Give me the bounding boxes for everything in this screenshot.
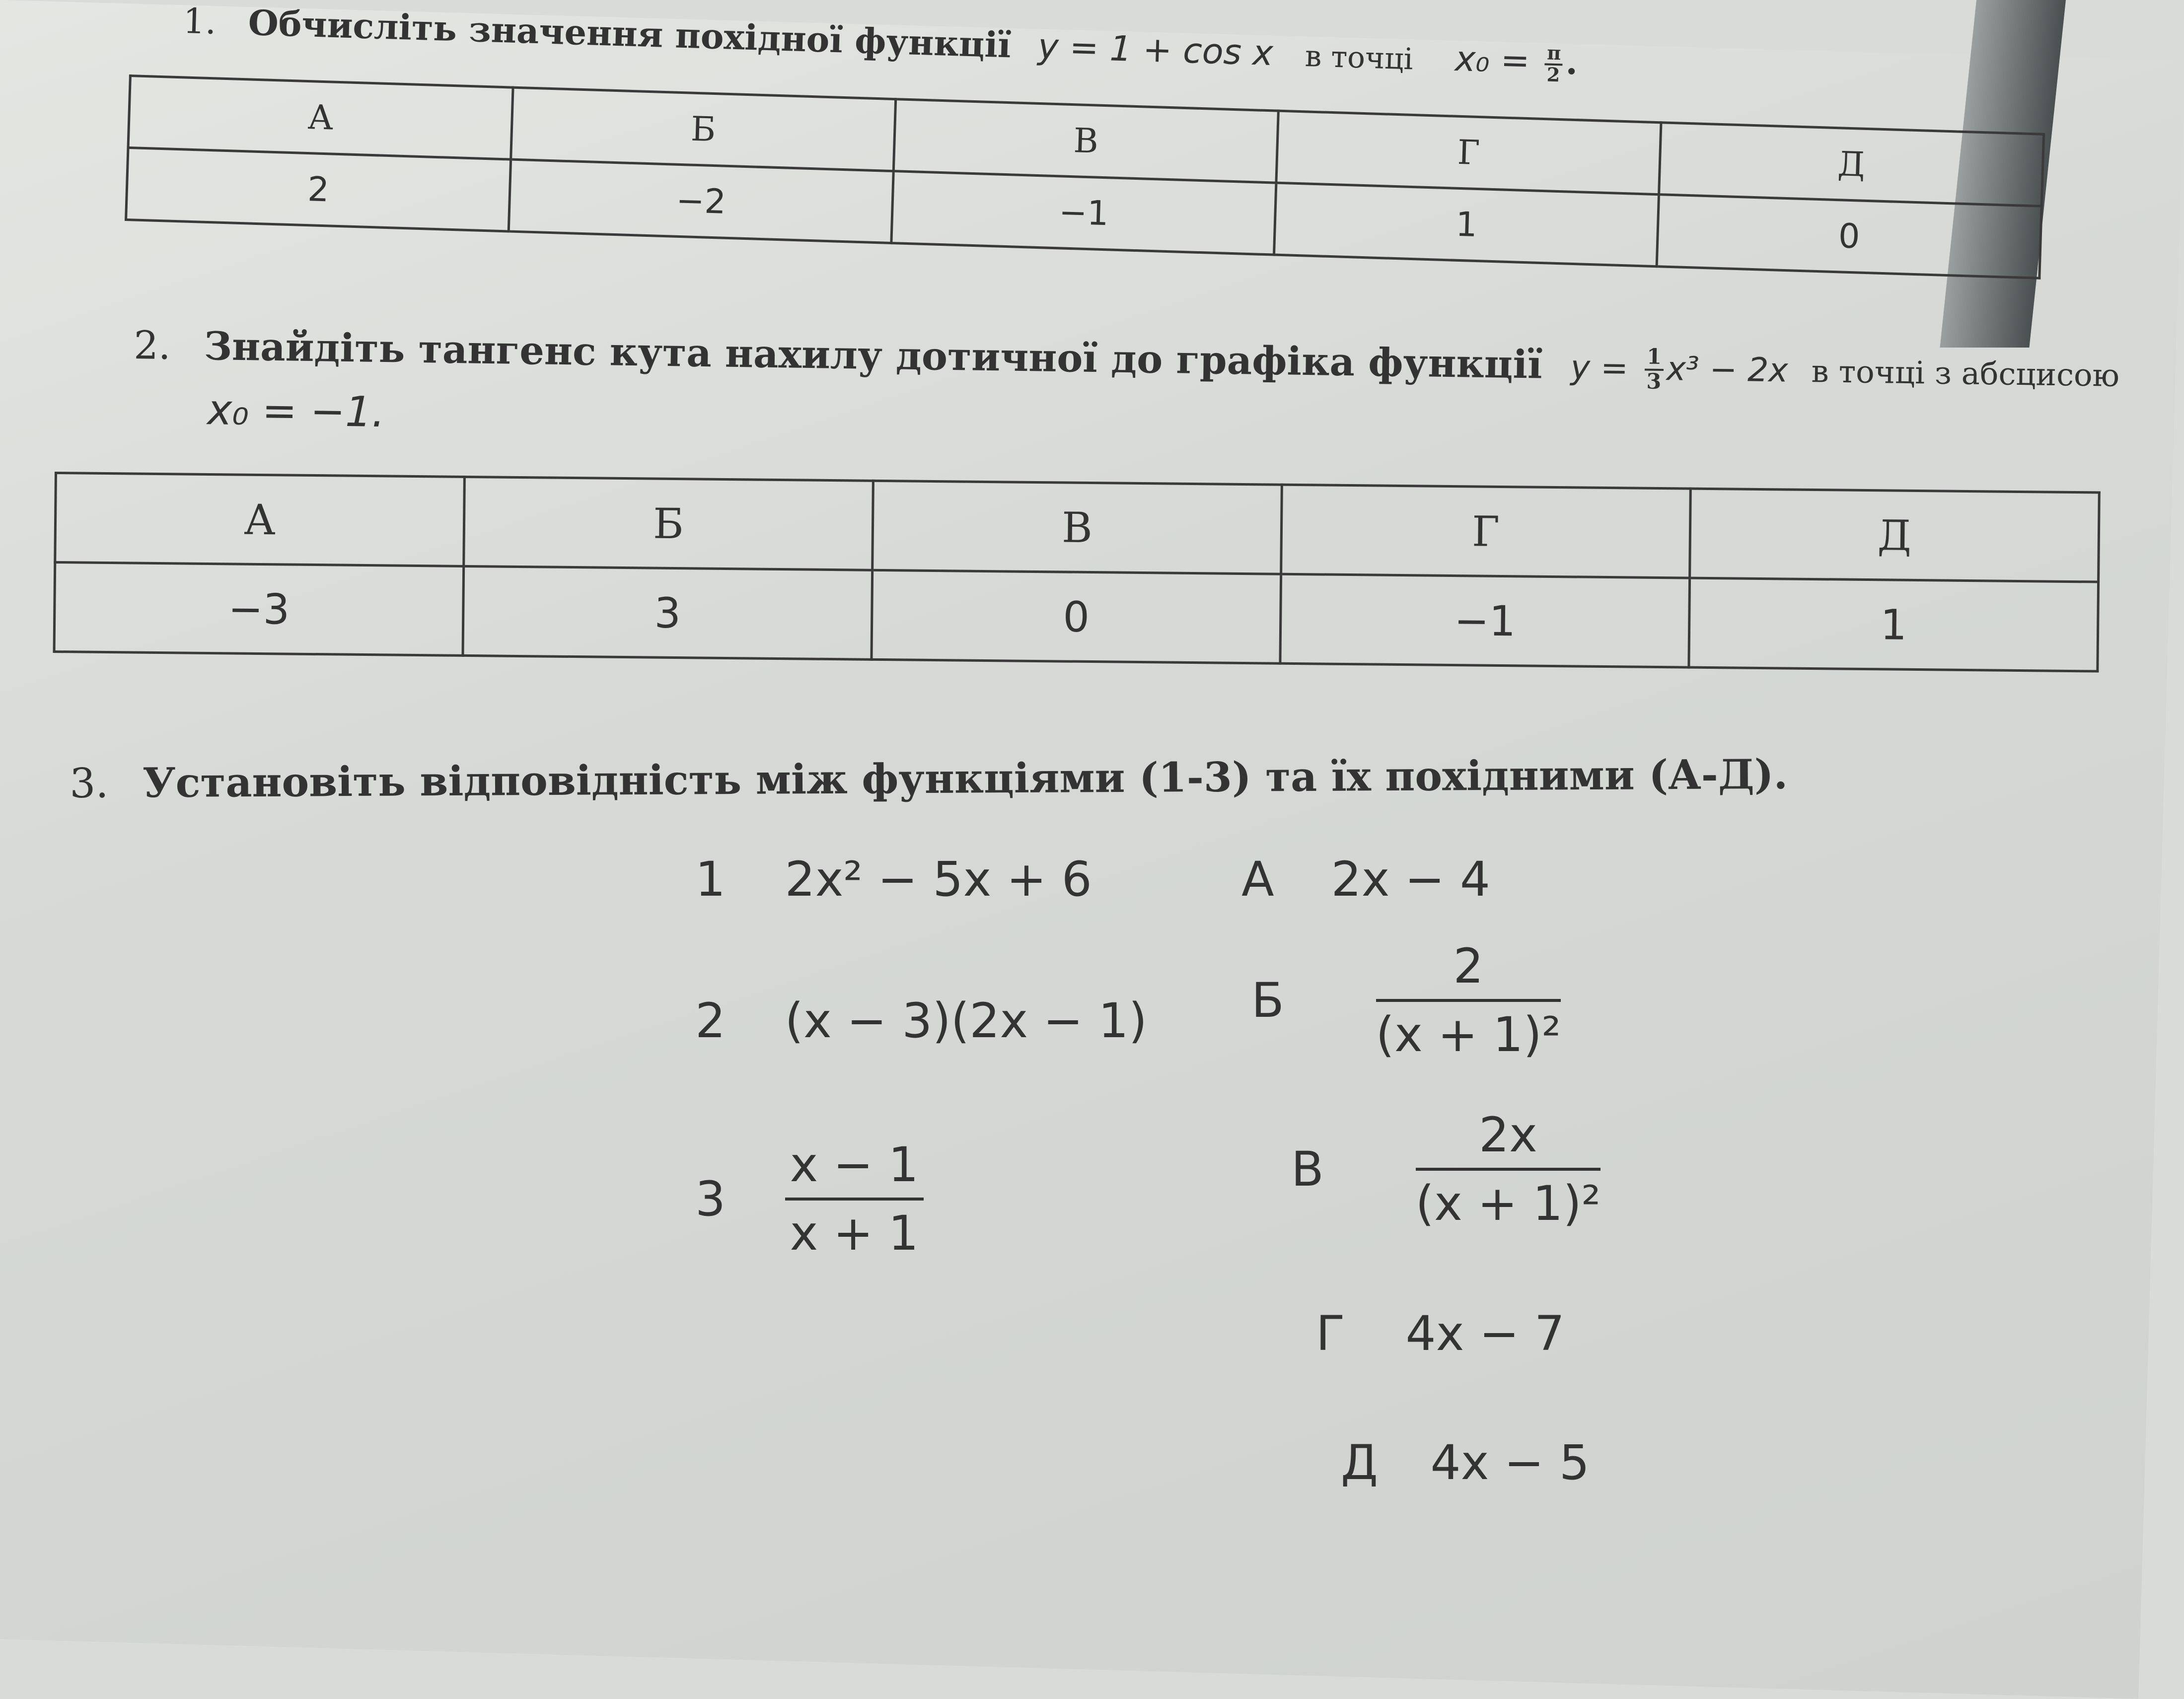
table-1-header-v: В [893,99,1278,183]
table-1-header-g: Г [1276,111,1661,194]
derivative-v-fraction [1416,1107,1601,1231]
question-1-text: Обчисліть значення похідної функції [247,1,1012,66]
question-2-fraction-denominator: 3 [1646,369,1662,394]
function-3 [695,1137,924,1261]
table-2-header-a: А [55,473,465,566]
question-1-formula: y = 1 + cos x [1037,26,1274,74]
table-1-header-d: Д [1659,123,2044,206]
point-fraction-numerator: π [1545,43,1563,66]
function-3-label: 3 [695,1171,726,1227]
question-2-fraction [1644,346,1664,393]
table-2-header-g: Г [1281,485,1691,578]
function-3-fraction [785,1137,924,1261]
question-2-formula-start: y = [1570,348,1629,388]
derivative-d [1341,1435,1590,1490]
point-fraction-denominator: 2 [1546,64,1561,87]
derivative-b [1251,938,1561,1062]
question-2-point: x₀ = −1. [207,385,385,436]
question-1-period: . [1565,41,1579,83]
derivative-b-denominator: (x + 1)² [1376,1007,1561,1062]
function-3-numerator: x − 1 [785,1137,924,1201]
function-1-expression: 2x² − 5x + 6 [785,851,1092,907]
question-2-formula-end: x³ − 2x [1666,349,1789,390]
derivative-v-denominator: (x + 1)² [1415,1176,1601,1231]
table-1-value-g: 1 [1274,183,1659,266]
table-1-value-v: −1 [891,171,1276,255]
derivative-v [1291,1107,1601,1231]
derivative-v-label: В [1291,1141,1324,1197]
answer-table-2 [53,472,2100,673]
derivative-a-expression: 2x − 4 [1331,851,1490,907]
table-1-value-b: −2 [509,159,893,243]
question-1-number: 1. [182,0,217,42]
derivative-b-numerator: 2 [1376,938,1561,1002]
table-2-value-b: 3 [463,566,873,659]
question-3-number: 3. [70,760,109,807]
question-2-point-label: в точці з абсцисою [1811,353,2120,394]
function-1 [695,851,1092,907]
derivative-g-label: Г [1316,1306,1345,1361]
table-2-value-v: 0 [872,570,1281,663]
question-1 [182,0,1578,86]
table-1-value-a: 2 [126,148,511,231]
question-3-text: Установіть відповідність між функціями (1-3) та їх похідними (А-Д). [142,750,1788,807]
question-1-point: x₀ = [1454,38,1530,81]
derivative-g [1316,1306,1565,1361]
table-2-header-d: Д [1690,489,2100,582]
table-2-value-g: −1 [1280,574,1690,667]
function-1-label: 1 [695,851,726,907]
table-2-value-a: −3 [54,563,464,656]
question-3 [70,751,1788,807]
function-2 [695,993,1147,1049]
question-1-point-label: в точці [1304,39,1414,77]
table-1-header-a: А [128,76,513,159]
table-2-header-v: В [873,481,1282,574]
derivative-d-expression: 4x − 5 [1430,1435,1590,1490]
derivative-b-label: Б [1251,973,1284,1028]
table-2-value-d: 1 [1689,578,2099,671]
answer-table-1 [125,74,2045,280]
derivative-b-fraction [1376,938,1561,1062]
derivative-a [1241,851,1490,907]
derivative-d-label: Д [1341,1435,1378,1490]
function-3-denominator: x + 1 [790,1205,919,1261]
table-2-header-b: Б [464,477,874,570]
question-2-number: 2. [133,323,171,369]
question-2-fraction-numerator: 1 [1645,346,1664,371]
table-1-header-b: Б [511,87,896,171]
question-2 [133,323,2120,460]
derivative-a-label: А [1241,851,1274,907]
derivative-g-expression: 4x − 7 [1405,1306,1565,1361]
question-2-text: Знайдіть тангенс кута нахилу дотичної до графіка функції [204,323,1543,388]
function-2-label: 2 [695,993,726,1049]
function-2-expression: (x − 3)(2x − 1) [785,993,1148,1049]
table-1-value-d: 0 [1657,195,2041,278]
answer-table-2-value-row [54,563,2099,671]
question-1-point-fraction [1544,43,1563,86]
derivative-v-numerator: 2x [1416,1107,1601,1171]
